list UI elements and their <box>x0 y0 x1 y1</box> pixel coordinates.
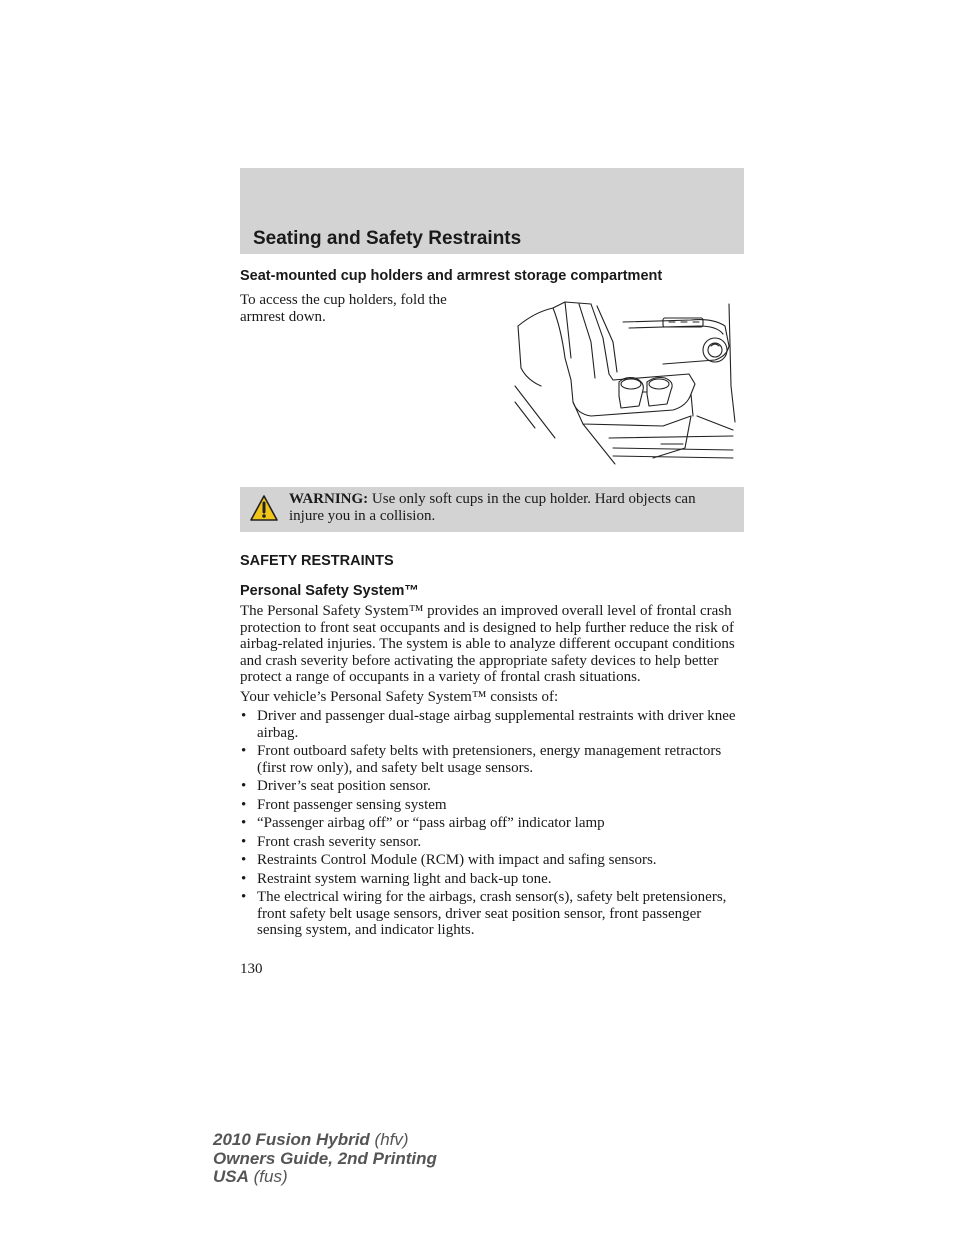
chapter-title: Seating and Safety Restraints <box>253 228 522 249</box>
page-number: 130 <box>240 961 263 977</box>
list-item: • Restraints Control Module (RCM) with impact and safing sensors. <box>240 852 746 869</box>
safety-restraints-heading: SAFETY RESTRAINTS <box>240 553 394 569</box>
cupholder-illustration <box>513 298 738 466</box>
cupholder-heading: Seat-mounted cup holders and armrest storage compartment <box>240 268 663 284</box>
warning-message: Use only soft cups in the cup holder. Hard objects can injure you in a collision. <box>289 491 696 524</box>
footer-printing: Owners Guide, 2nd Printing <box>213 1148 437 1168</box>
list-item: • Front passenger sensing system <box>240 797 746 814</box>
pss-components-list <box>240 708 746 939</box>
list-item: • Restraint system warning light and back-up tone. <box>240 871 746 888</box>
pss-consists-intro: Your vehicle’s Personal Safety System™ consists of: <box>240 688 559 705</box>
warning-box <box>240 487 744 532</box>
personal-safety-system-heading: Personal Safety System™ <box>240 583 419 599</box>
document-footer <box>213 1131 437 1187</box>
header-band <box>240 168 744 254</box>
list-item: • The electrical wiring for the airbags, crash sensor(s), safety belt pretensioners, front safety belt usage sensors, driver seat position sensor, front passenger sensing system, and indicator lights. <box>240 889 746 939</box>
warning-triangle-icon <box>249 494 279 522</box>
footer-market-code: (fus) <box>248 1167 288 1186</box>
list-item: • Front outboard safety belts with pretensioners, energy management retractors (first row only), and safety belt usage sensors. <box>240 743 746 776</box>
footer-model: 2010 Fusion Hybrid <box>213 1130 370 1149</box>
list-item: • Driver’s seat position sensor. <box>240 778 746 795</box>
warning-label: WARNING: <box>289 491 369 507</box>
list-item: • Front crash severity sensor. <box>240 834 746 851</box>
warning-text <box>289 491 734 524</box>
list-item: • “Passenger airbag off” or “pass airbag off” indicator lamp <box>240 815 746 832</box>
footer-market: USA <box>213 1167 249 1186</box>
cupholder-instructions: To access the cup holders, fold the armrest down. <box>240 292 447 325</box>
footer-model-code: (hfv) <box>369 1130 409 1149</box>
list-item: • Driver and passenger dual-stage airbag supplemental restraints with driver knee airbag. <box>240 708 746 741</box>
pss-description: The Personal Safety System™ provides an improved overall level of frontal crash protection to front seat occupants and is designed to help further reduce the risk of airbag-related injuries. The system is able to analyze different occupant conditions and crash severity before activating the appropriate safety devices to help better protect a range of occupants in a variety of frontal crash situations. <box>240 603 735 685</box>
safety-body <box>240 603 746 941</box>
